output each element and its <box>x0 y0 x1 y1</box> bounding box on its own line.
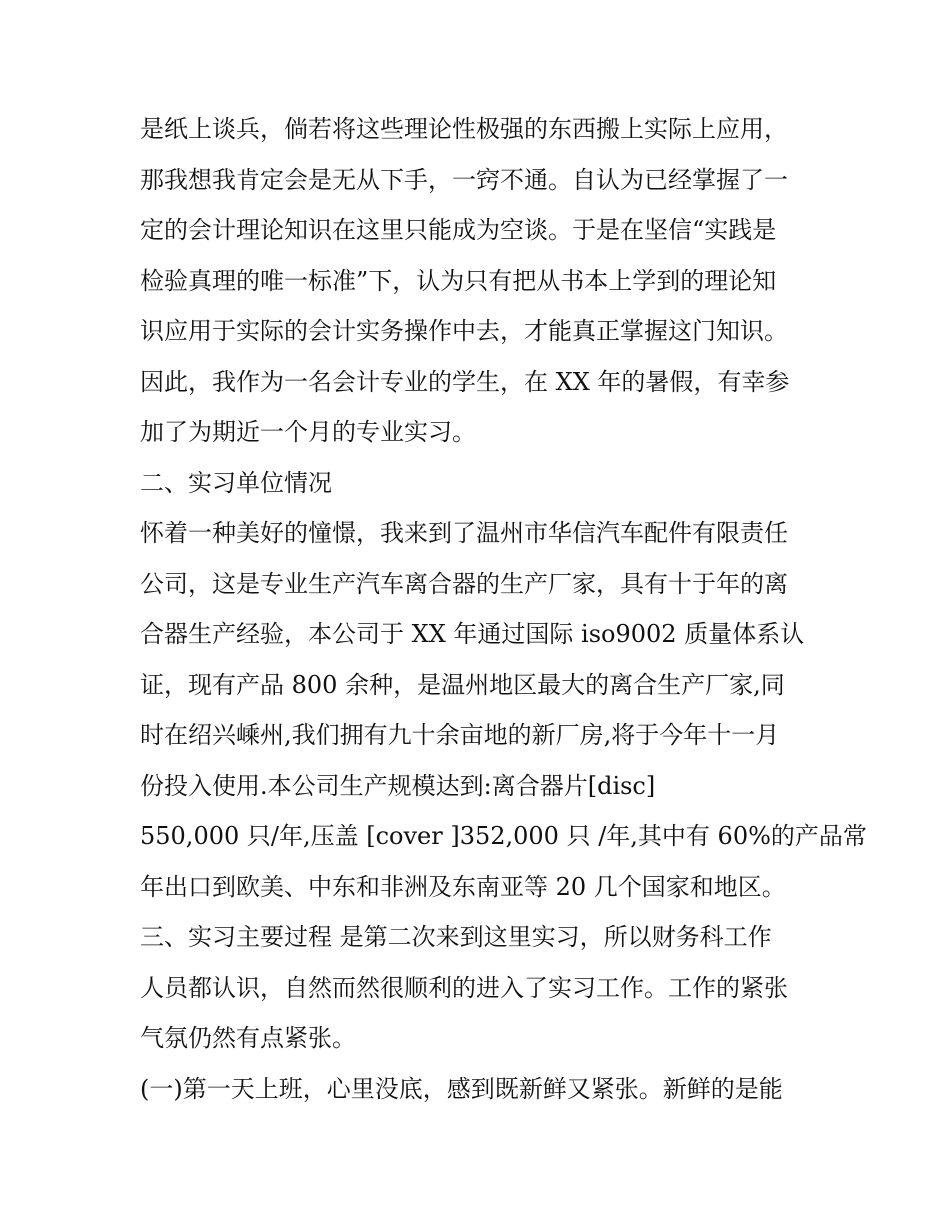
document-body <box>140 104 867 1114</box>
body-line-3: 定的会计理论知识在这里只能成为空谈。于是在坚信“实践是 <box>140 216 777 244</box>
body-line-11: 合器生产经验，本公司于 XX 年通过国际 iso9002 质量体系认 <box>140 620 805 648</box>
body-line-9: 怀着一种美好的憧憬，我来到了温州市华信汽车配件有限责任 <box>140 519 788 547</box>
body-line-2: 那我想我肯定会是无从下手，一窍不通。自认为已经掌握了一 <box>140 165 788 194</box>
body-line-12: 证，现有产品 800 余种，是温州地区最大的离合生产厂家,同 <box>140 670 785 699</box>
body-line-19: 气氛仍然有点紧张。 <box>140 1024 356 1052</box>
body-line-16: 年出口到欧美、中东和非洲及东南亚等 20 几个国家和地区。 <box>140 872 786 901</box>
body-line-10: 公司，这是专业生产汽车离合器的生产厂家，具有十于年的离 <box>140 569 788 598</box>
body-line-5: 识应用于实际的会计实务操作中去，才能真正掌握这门知识。 <box>140 317 788 345</box>
body-line-7: 加了为期近一个月的专业实习。 <box>140 418 476 446</box>
body-line-14: 份投入使用.本公司生产规模达到:离合器片[disc] <box>140 771 656 800</box>
section-heading-3: 三、实习主要过程 是第二次来到这里实习，所以财务科工作 <box>140 923 772 951</box>
body-line-4: 检验真理的唯一标准”下，认为只有把从书本上学到的理论知 <box>140 266 777 295</box>
section-heading-2: 二、实习单位情况 <box>140 468 332 497</box>
body-line-18: 人员都认识，自然而然很顺利的进入了实习工作。工作的紧张 <box>140 973 788 1002</box>
body-line-20: (一)第一天上班，心里没底，感到既新鲜又紧张。新鲜的是能 <box>140 1074 783 1103</box>
body-line-15: 550,000 只/年,压盖 [cover ]352,000 只 /年,其中有 60%的产品常 <box>140 822 867 850</box>
body-line-13: 时在绍兴嵊州,我们拥有九十余亩地的新厂房,将于今年十一月 <box>140 721 780 749</box>
body-line-6: 因此，我作为一名会计专业的学生，在 XX 年的暑假，有幸参 <box>140 367 790 396</box>
body-line-1: 是纸上谈兵，倘若将这些理论性极强的东西搬上实际上应用， <box>140 115 788 143</box>
